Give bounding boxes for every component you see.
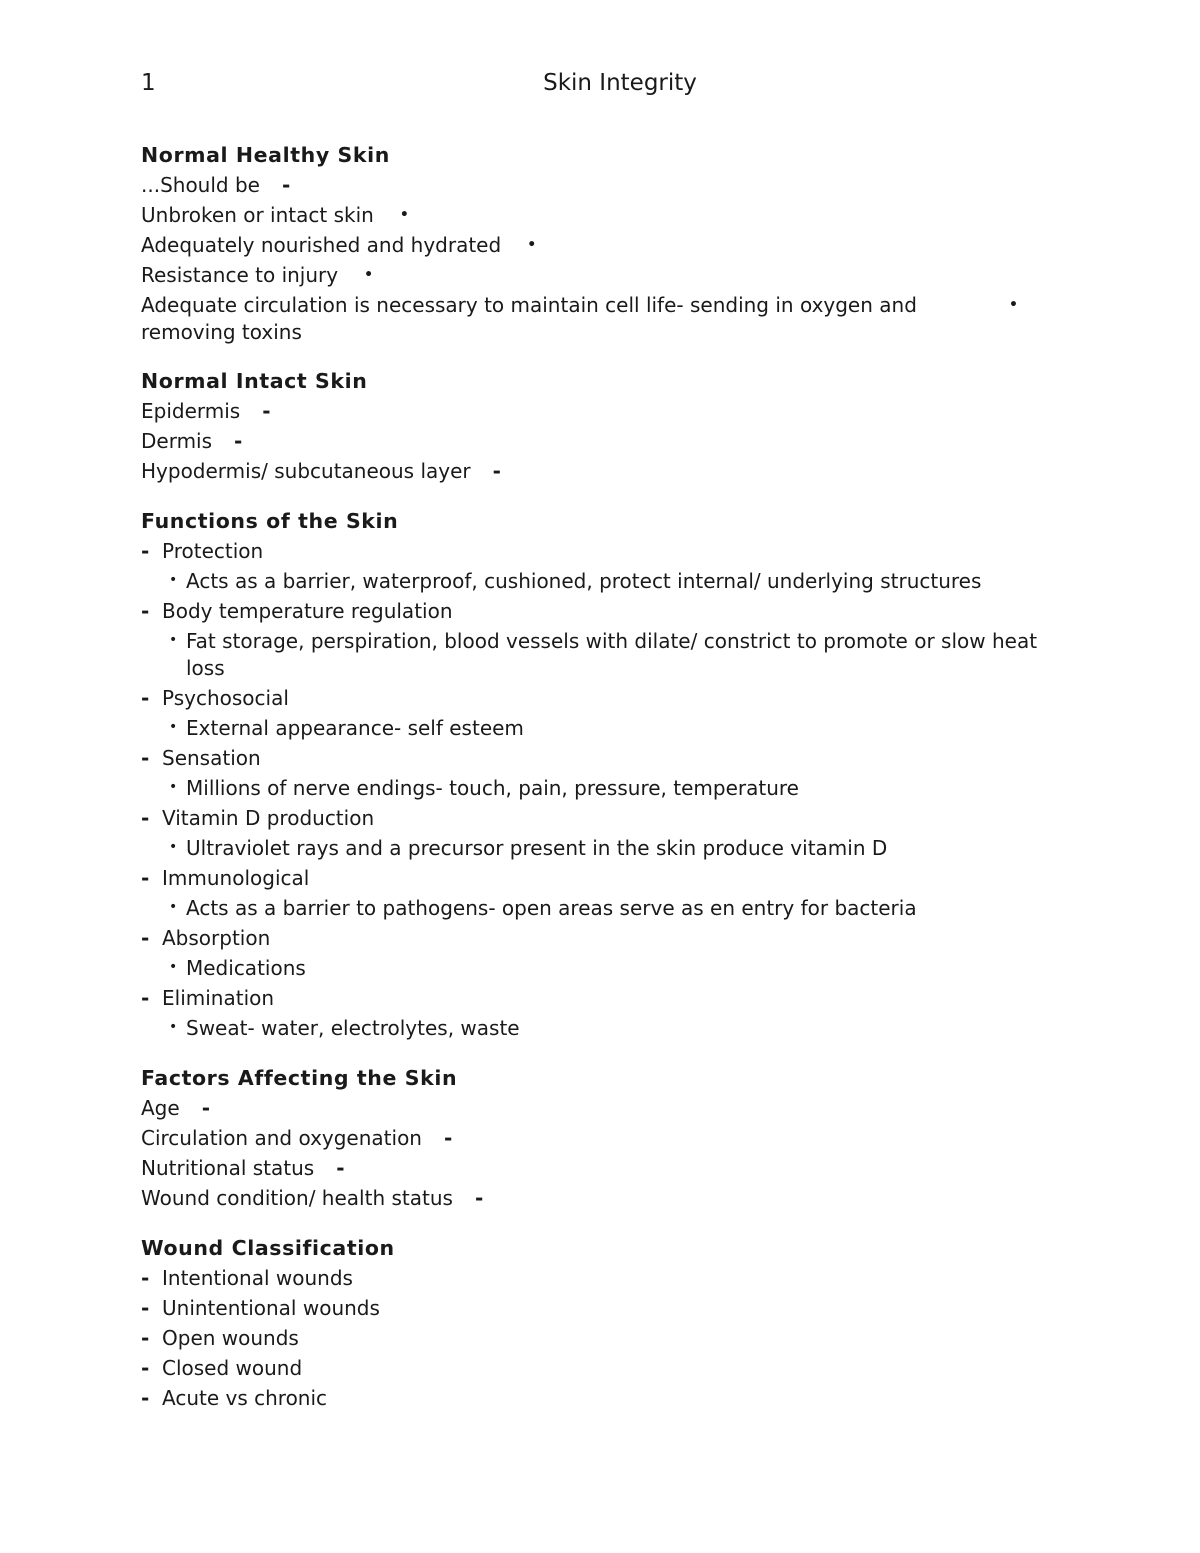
dash-marker: - xyxy=(141,986,150,1010)
item-text: Age xyxy=(141,1096,180,1120)
section-functions-of-skin xyxy=(141,506,1071,1043)
list-item xyxy=(141,170,1071,200)
page-header xyxy=(141,70,1061,102)
item-text: ...Should be xyxy=(141,173,260,197)
document-body xyxy=(141,140,1071,1413)
item-text: Sensation xyxy=(162,746,261,770)
bullet-marker: • xyxy=(169,839,178,855)
item-text: Circulation and oxygenation xyxy=(141,1126,422,1150)
list-item xyxy=(141,200,1071,230)
sub-list-item xyxy=(141,713,1071,743)
list-item xyxy=(141,1353,1071,1383)
dash-marker: - xyxy=(234,429,243,453)
item-text: Millions of nerve endings- touch, pain, pressure, temperature xyxy=(186,776,799,800)
dash-marker: - xyxy=(141,806,150,830)
item-text: Unintentional wounds xyxy=(162,1296,380,1320)
section-heading: Normal Healthy Skin xyxy=(141,143,390,167)
bullet-marker: • xyxy=(169,959,178,975)
item-text: Medications xyxy=(186,956,306,980)
item-text: Open wounds xyxy=(162,1326,299,1350)
dash-marker: - xyxy=(141,866,150,890)
item-text: Body temperature regulation xyxy=(162,599,453,623)
list-item xyxy=(141,1183,1071,1213)
bullet-marker: • xyxy=(169,899,178,915)
list-item xyxy=(141,1383,1071,1413)
bullet-marker: • xyxy=(169,632,178,648)
list-item xyxy=(141,1263,1071,1293)
section-normal-healthy-skin xyxy=(141,140,1071,346)
dash-marker: - xyxy=(281,173,291,197)
section-normal-intact-skin xyxy=(141,366,1071,486)
bullet-marker: • xyxy=(169,1019,178,1035)
dash-marker: - xyxy=(474,1186,484,1210)
dash-marker: - xyxy=(141,539,150,563)
sub-list-item xyxy=(141,626,1071,683)
item-text: Vitamin D production xyxy=(162,806,375,830)
bullet-marker: • xyxy=(1009,297,1018,313)
dash-marker: - xyxy=(141,1266,150,1290)
list-item xyxy=(141,1153,1071,1183)
section-heading: Wound Classification xyxy=(141,1236,395,1260)
item-text: Hypodermis/ subcutaneous layer xyxy=(141,459,471,483)
item-text: Dermis xyxy=(141,429,213,453)
list-item xyxy=(141,743,1071,773)
list-item xyxy=(141,1123,1071,1153)
item-text: Acts as a barrier, waterproof, cushioned, protect internal/ underlying structures xyxy=(186,569,982,593)
document-title: Skin Integrity xyxy=(543,70,697,96)
list-item xyxy=(141,923,1071,953)
item-text: Unbroken or intact skin xyxy=(141,203,374,227)
section-heading: Factors Affecting the Skin xyxy=(141,1066,458,1090)
item-text: Adequately nourished and hydrated xyxy=(141,233,502,257)
item-text: Fat storage, perspiration, blood vessels with dilate/ constrict to promote or slow heat loss xyxy=(186,629,1038,680)
dash-marker: - xyxy=(141,926,150,950)
dash-marker: - xyxy=(492,459,501,483)
sub-list-item xyxy=(141,953,1071,983)
item-text: Resistance to injury xyxy=(141,263,339,287)
bullet-marker: • xyxy=(169,572,178,588)
page-number: 1 xyxy=(141,70,156,96)
item-text: Elimination xyxy=(162,986,275,1010)
item-text: Adequate circulation is necessary to maintain cell life- sending in oxygen and removing toxins xyxy=(141,293,917,344)
list-item xyxy=(141,290,1071,346)
dash-marker: - xyxy=(141,599,150,623)
item-text: Absorption xyxy=(162,926,271,950)
dash-marker: - xyxy=(443,1126,453,1150)
item-text: Closed wound xyxy=(162,1356,303,1380)
section-heading: Normal Intact Skin xyxy=(141,369,368,393)
dash-marker: - xyxy=(141,686,150,710)
item-text: External appearance- self esteem xyxy=(186,716,524,740)
list-item xyxy=(141,983,1071,1013)
item-text: Intentional wounds xyxy=(162,1266,353,1290)
dash-marker: - xyxy=(141,1326,150,1350)
list-item xyxy=(141,536,1071,566)
list-item xyxy=(141,863,1071,893)
list-item xyxy=(141,1093,1071,1123)
bullet-marker: • xyxy=(399,207,409,223)
sub-list-item xyxy=(141,893,1071,923)
bullet-marker: • xyxy=(527,237,537,253)
list-item xyxy=(141,803,1071,833)
item-text: Wound condition/ health status xyxy=(141,1186,453,1210)
item-text: Nutritional status xyxy=(141,1156,315,1180)
item-text: Acute vs chronic xyxy=(162,1386,328,1410)
section-factors-affecting-skin xyxy=(141,1063,1071,1213)
item-text: Ultraviolet rays and a precursor present in the skin produce vitamin D xyxy=(186,836,888,860)
sub-list-item xyxy=(141,566,1071,596)
sub-list-item xyxy=(141,773,1071,803)
item-text: Psychosocial xyxy=(162,686,289,710)
list-item xyxy=(141,1323,1071,1353)
list-item xyxy=(141,596,1071,626)
list-item xyxy=(141,456,1071,486)
list-item xyxy=(141,426,1071,456)
list-item xyxy=(141,260,1071,290)
list-item xyxy=(141,230,1071,260)
list-item xyxy=(141,1293,1071,1323)
list-item xyxy=(141,396,1071,426)
dash-marker: - xyxy=(141,1356,150,1380)
section-heading: Functions of the Skin xyxy=(141,509,399,533)
sub-list-item xyxy=(141,1013,1071,1043)
dash-marker: - xyxy=(336,1156,345,1180)
dash-marker: - xyxy=(201,1096,210,1120)
bullet-marker: • xyxy=(169,719,178,735)
bullet-marker: • xyxy=(364,267,374,283)
item-text: Epidermis xyxy=(141,399,241,423)
list-item xyxy=(141,683,1071,713)
bullet-marker: • xyxy=(169,779,178,795)
sub-list-item xyxy=(141,833,1071,863)
item-text: Acts as a barrier to pathogens- open areas serve as en entry for bacteria xyxy=(186,896,917,920)
dash-marker: - xyxy=(141,1296,150,1320)
dash-marker: - xyxy=(141,746,150,770)
dash-marker: - xyxy=(262,399,271,423)
item-text: Sweat- water, electrolytes, waste xyxy=(186,1016,520,1040)
item-text: Protection xyxy=(162,539,264,563)
dash-marker: - xyxy=(141,1386,150,1410)
section-wound-classification xyxy=(141,1233,1071,1413)
item-text: Immunological xyxy=(162,866,310,890)
